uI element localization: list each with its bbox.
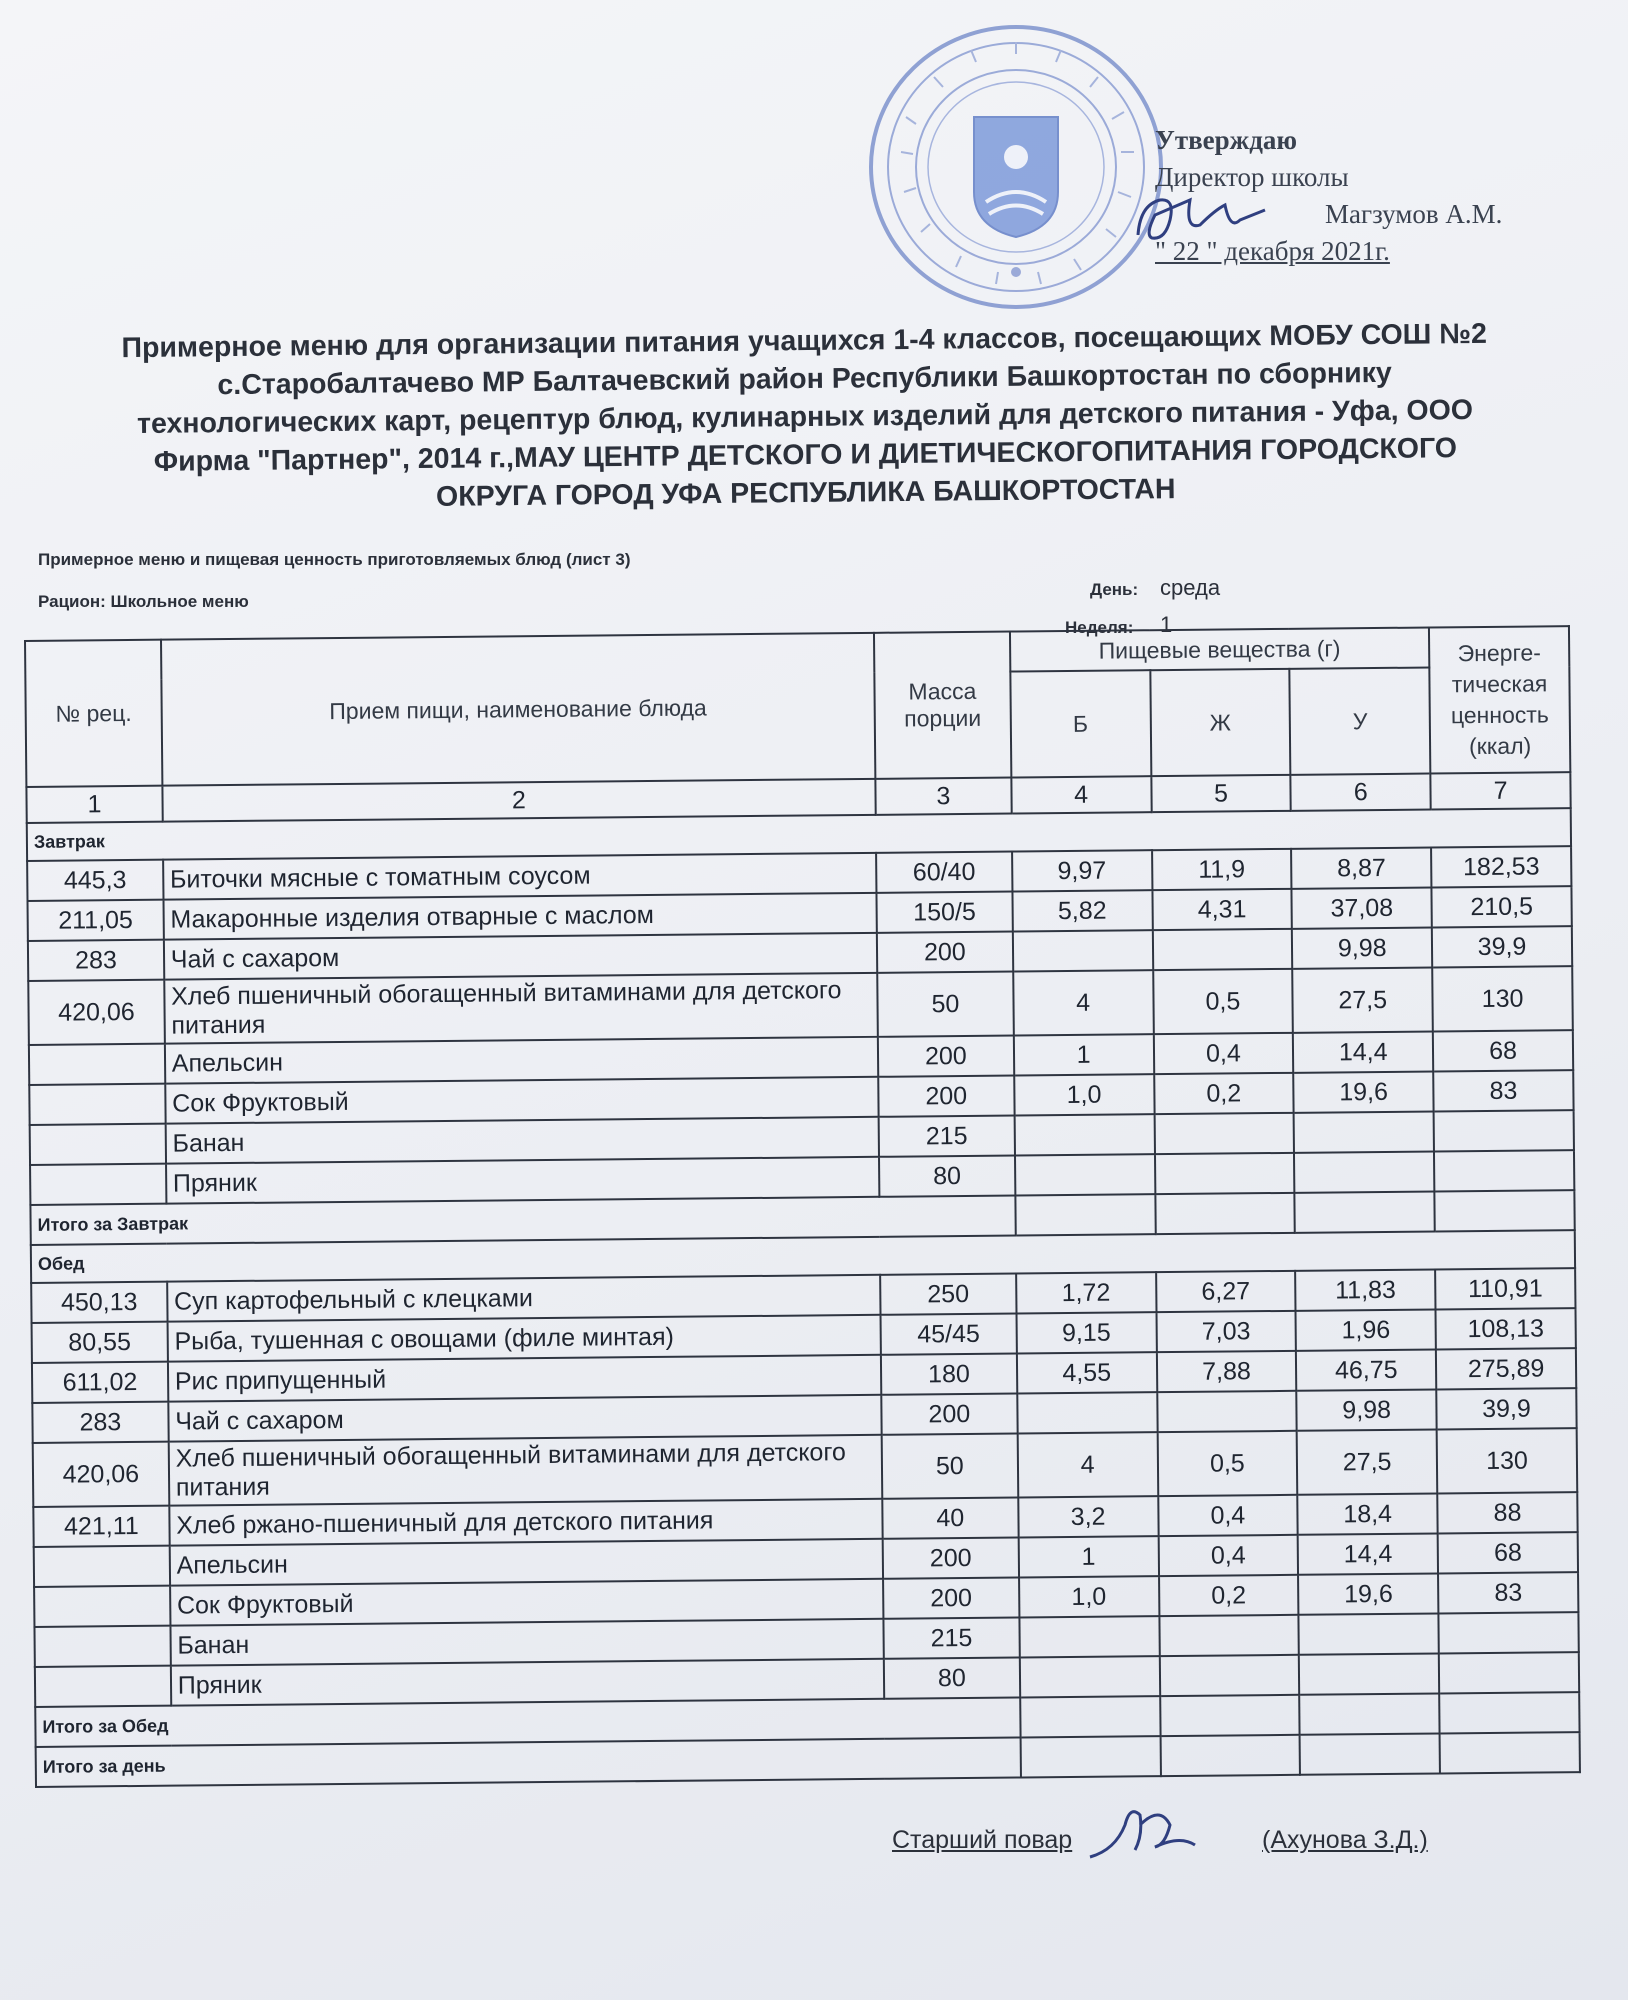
carbs <box>1299 1613 1439 1654</box>
portion-mass: 200 <box>883 1577 1019 1618</box>
fat: 7,88 <box>1156 1351 1296 1392</box>
column-index: 4 <box>1011 776 1151 813</box>
recipe-no <box>35 1666 171 1707</box>
week-label: Неделя: <box>1065 618 1134 637</box>
fat: 0,2 <box>1154 1073 1294 1114</box>
protein: 5,82 <box>1012 890 1152 931</box>
fat <box>1157 1391 1297 1432</box>
fat: 4,31 <box>1152 889 1292 930</box>
header-b: Б <box>1010 670 1151 777</box>
total-label: Итого за Обед <box>35 1697 1020 1746</box>
fat <box>1154 1113 1294 1154</box>
header-zh: Ж <box>1150 669 1291 776</box>
recipe-no: 283 <box>32 1402 168 1443</box>
protein <box>1013 930 1153 971</box>
fat <box>1159 1655 1299 1696</box>
energy-kcal <box>1439 1652 1579 1693</box>
header-meal: Прием пищи, наименование блюда <box>161 633 876 786</box>
footer-signature-line <box>892 1826 1428 1855</box>
energy-kcal: 83 <box>1433 1070 1573 1111</box>
recipe-no: 420,06 <box>33 1442 169 1507</box>
portion-mass: 215 <box>883 1617 1019 1658</box>
carbs <box>1294 1151 1434 1192</box>
approval-date: " 22 " декабря 2021г. <box>1155 236 1390 266</box>
recipe-no: 611,02 <box>32 1362 168 1403</box>
day-label: День: <box>1090 580 1139 599</box>
energy-kcal: 39,9 <box>1436 1388 1576 1429</box>
heading-line-3: технологических карт, рецептур блюд, кулинарных изделий для детского питания - Уфа, ООО <box>136 394 1474 440</box>
portion-mass: 80 <box>879 1156 1015 1197</box>
fat: 0,4 <box>1158 1495 1298 1536</box>
section-title: Обед <box>31 1230 1575 1283</box>
fat: 0,4 <box>1158 1535 1298 1576</box>
fat <box>1155 1153 1295 1194</box>
energy-kcal: 130 <box>1437 1428 1577 1493</box>
column-index: 2 <box>162 779 876 822</box>
carbs: 9,98 <box>1292 927 1432 968</box>
carbs <box>1299 1653 1439 1694</box>
carbs: 37,08 <box>1292 887 1432 928</box>
portion-mass: 200 <box>881 1394 1017 1435</box>
carbs: 19,6 <box>1298 1573 1438 1614</box>
recipe-no: 445,3 <box>27 860 163 901</box>
energy-kcal: 130 <box>1432 966 1572 1031</box>
portion-mass: 215 <box>879 1116 1015 1157</box>
cook-name: (Ахунова З.Д.) <box>1262 1826 1428 1854</box>
header-nutrients: Пищевые вещества (г) <box>1010 628 1430 672</box>
fat <box>1159 1615 1299 1656</box>
recipe-no: 420,06 <box>28 980 164 1045</box>
dish-name: Апельсин <box>165 1037 879 1084</box>
fat: 6,27 <box>1156 1271 1296 1312</box>
energy-kcal: 68 <box>1438 1532 1578 1573</box>
recipe-no: 421,11 <box>33 1506 169 1547</box>
protein <box>1019 1616 1159 1657</box>
portion-mass: 150/5 <box>876 892 1012 933</box>
ration-label: Рацион: Школьное меню <box>38 592 249 611</box>
dish-name: Апельсин <box>169 1539 883 1586</box>
column-index: 3 <box>875 778 1011 815</box>
protein: 4 <box>1013 970 1153 1035</box>
day-value: среда <box>1160 575 1221 600</box>
protein: 1,0 <box>1014 1074 1154 1115</box>
recipe-no: 211,05 <box>28 900 164 941</box>
portion-mass: 180 <box>881 1354 1017 1395</box>
protein <box>1015 1154 1155 1195</box>
energy-kcal: 68 <box>1433 1030 1573 1071</box>
recipe-no <box>29 1044 165 1085</box>
carbs: 46,75 <box>1296 1349 1436 1390</box>
dish-name: Хлеб пшеничный обогащенный витаминами для детского питания <box>168 1435 882 1506</box>
recipe-no <box>30 1124 166 1165</box>
recipe-no: 283 <box>28 940 164 981</box>
director-signature <box>1130 180 1270 250</box>
heading-line-5: ОКРУГА ГОРОД УФА РЕСПУБЛИКА БАШКОРТОСТАН <box>435 473 1176 513</box>
carbs: 14,4 <box>1293 1031 1433 1072</box>
portion-mass: 200 <box>877 932 1013 973</box>
protein <box>1017 1392 1157 1433</box>
header-energy: Энерге-тическая ценность (ккал) <box>1429 626 1570 773</box>
carbs: 9,98 <box>1297 1389 1437 1430</box>
approval-name: Магзумов А.М. <box>1325 199 1503 229</box>
dish-name: Суп картофельный с клецками <box>167 1275 881 1322</box>
dish-name: Макаронные изделия отварные с маслом <box>163 893 877 940</box>
protein: 1 <box>1018 1536 1158 1577</box>
dish-name: Рис припущенный <box>168 1355 882 1402</box>
portion-mass: 80 <box>884 1657 1020 1698</box>
energy-kcal: 88 <box>1437 1492 1577 1533</box>
carbs: 19,6 <box>1294 1071 1434 1112</box>
portion-mass: 40 <box>882 1497 1018 1538</box>
column-index: 6 <box>1291 774 1431 811</box>
portion-mass: 45/45 <box>881 1314 1017 1355</box>
protein <box>1014 1114 1154 1155</box>
fat <box>1152 929 1292 970</box>
energy-kcal: 108,13 <box>1436 1308 1576 1349</box>
heading-line-2: с.Старобалтачево МР Балтачевский район Республики Башкортостан по сборнику <box>217 356 1392 402</box>
protein: 9,15 <box>1016 1312 1156 1353</box>
recipe-no: 450,13 <box>31 1282 167 1323</box>
dish-name: Банан <box>170 1619 884 1666</box>
carbs: 8,87 <box>1291 848 1431 889</box>
fat: 0,4 <box>1153 1033 1293 1074</box>
energy-kcal: 83 <box>1438 1572 1578 1613</box>
dish-name: Чай с сахаром <box>168 1395 882 1442</box>
cook-role: Старший повар <box>892 1826 1073 1854</box>
carbs <box>1294 1111 1434 1152</box>
energy-kcal <box>1439 1612 1579 1653</box>
portion-mass: 50 <box>882 1434 1018 1499</box>
document-heading <box>39 314 1571 520</box>
section-title: Завтрак <box>27 808 1571 861</box>
energy-kcal <box>1434 1110 1574 1151</box>
portion-mass: 200 <box>883 1537 1019 1578</box>
dish-name: Биточки мясные с томатным соусом <box>163 853 877 900</box>
dish-name: Сок Фруктовый <box>170 1579 884 1626</box>
menu-table <box>24 625 1581 1788</box>
column-index: 5 <box>1151 775 1291 812</box>
carbs: 27,5 <box>1293 967 1433 1032</box>
portion-mass: 250 <box>880 1274 1016 1315</box>
fat: 11,9 <box>1152 849 1292 890</box>
total-label: Итого за Завтрак <box>30 1196 1015 1245</box>
dish-name: Пряник <box>171 1659 885 1706</box>
portion-mass: 60/40 <box>876 852 1012 893</box>
dish-name: Хлеб ржано-пшеничный для детского питания <box>169 1499 883 1546</box>
carbs: 1,96 <box>1296 1309 1436 1350</box>
recipe-no <box>34 1586 170 1627</box>
protein: 1 <box>1014 1034 1154 1075</box>
school-seal-stamp <box>866 22 1166 312</box>
protein: 1,72 <box>1016 1272 1156 1313</box>
protein <box>1020 1656 1160 1697</box>
column-index: 1 <box>26 786 162 823</box>
energy-kcal: 39,9 <box>1432 926 1572 967</box>
portion-mass: 200 <box>878 1036 1014 1077</box>
dish-name: Пряник <box>166 1157 880 1204</box>
fat: 0,5 <box>1153 969 1293 1034</box>
recipe-no: 80,55 <box>32 1322 168 1363</box>
approval-position: Директор школы <box>1155 162 1349 192</box>
recipe-no <box>34 1546 170 1587</box>
protein: 9,97 <box>1012 850 1152 891</box>
carbs: 14,4 <box>1298 1533 1438 1574</box>
fat: 7,03 <box>1156 1311 1296 1352</box>
carbs: 27,5 <box>1297 1429 1437 1494</box>
recipe-no <box>34 1626 170 1667</box>
carbs: 18,4 <box>1298 1493 1438 1534</box>
energy-kcal: 110,91 <box>1435 1268 1575 1309</box>
energy-kcal <box>1434 1150 1574 1191</box>
protein: 4 <box>1017 1432 1157 1497</box>
cook-signature <box>1085 1795 1215 1865</box>
portion-mass: 200 <box>878 1076 1014 1117</box>
dish-name: Банан <box>165 1117 879 1164</box>
recipe-no <box>30 1164 166 1205</box>
fat: 0,2 <box>1159 1575 1299 1616</box>
sheet-caption: Примерное меню и пищевая ценность приготовляемых блюд (лист 3) <box>38 550 631 569</box>
carbs: 11,83 <box>1295 1269 1435 1310</box>
header-recipe-no: № рец. <box>25 640 162 787</box>
portion-mass: 50 <box>877 972 1013 1037</box>
column-index: 7 <box>1430 772 1570 809</box>
energy-kcal: 210,5 <box>1432 886 1572 927</box>
recipe-no <box>29 1084 165 1125</box>
header-u: У <box>1290 668 1431 775</box>
day-total-label: Итого за день <box>36 1737 1021 1786</box>
dish-name: Хлеб пшеничный обогащенный витаминами для детского питания <box>164 973 878 1044</box>
energy-kcal: 275,89 <box>1436 1348 1576 1389</box>
approval-title: Утверждаю <box>1155 125 1298 155</box>
energy-kcal: 182,53 <box>1431 846 1571 887</box>
dish-name: Сок Фруктовый <box>165 1077 879 1124</box>
heading-line-1: Примерное меню для организации питания учащихся 1-4 классов, посещающих МОБУ СОШ №2 <box>121 317 1488 365</box>
protein: 4,55 <box>1017 1352 1157 1393</box>
dish-name: Рыба, тушенная с овощами (филе минтая) <box>167 1315 881 1362</box>
week-value: 1 <box>1160 612 1173 637</box>
protein: 1,0 <box>1019 1576 1159 1617</box>
protein: 3,2 <box>1018 1496 1158 1537</box>
header-mass: Масса порции <box>874 632 1011 779</box>
heading-line-4: Фирма "Партнер", 2014 г.,МАУ ЦЕНТР ДЕТСКОГО И ДИЕТИЧЕСКОГОПИТАНИЯ ГОРОДСКОГО <box>153 432 1458 478</box>
fat: 0,5 <box>1157 1431 1297 1496</box>
dish-name: Чай с сахаром <box>164 933 878 980</box>
